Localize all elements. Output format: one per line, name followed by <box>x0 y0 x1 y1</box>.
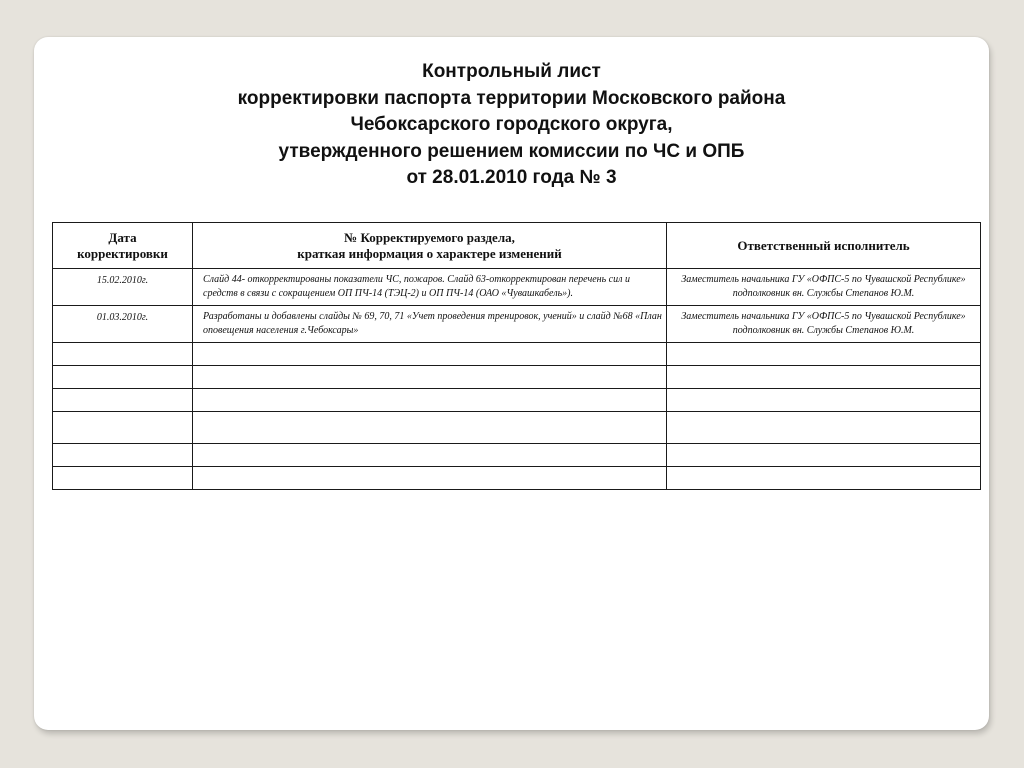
title-line-4: утвержденного решением комиссии по ЧС и ОПБ <box>278 140 745 162</box>
header-date-line-1: Дата <box>108 229 137 245</box>
empty-row <box>53 389 981 412</box>
title-line-2: корректировки паспорта территории Московского района <box>237 87 786 109</box>
row-responsible: Заместитель начальника ГУ «ОФПС-5 по Чувашской Республике» подполковник вн. Службы Степанов Ю.М. <box>667 269 981 306</box>
row-date: 01.03.2010г. <box>53 306 193 343</box>
empty-cell <box>53 444 193 467</box>
empty-cell <box>53 467 193 490</box>
empty-cell <box>667 343 981 366</box>
empty-row <box>53 343 981 366</box>
empty-cell <box>193 366 667 389</box>
row-info: Слайд 44- откорректированы показатели ЧС, пожаров. Слайд 63-откорректирован перечень сил и средств в связи с сокращением ОП ПЧ-14 (ТЭЦ-2) и ОП ПЧ-14 (ОАО «Чувашкабель»). <box>193 269 667 306</box>
document-title <box>34 59 989 192</box>
empty-cell <box>667 444 981 467</box>
empty-cell <box>667 389 981 412</box>
header-date-line-2: корректировки <box>77 245 168 261</box>
empty-cell <box>53 366 193 389</box>
row-info: Разработаны и добавлены слайды № 69, 70, 71 «Учет проведения тренировок, учений» и слайд №68 «План оповещения населения г.Чебоксары» <box>193 306 667 343</box>
correction-table <box>52 222 981 490</box>
empty-cell <box>53 389 193 412</box>
header-section-line-1: № Корректируемого раздела, <box>344 229 515 245</box>
title-line-3: Чебоксарского городского округа, <box>350 114 673 135</box>
title-line-1: Контрольный лист <box>422 61 601 82</box>
empty-row <box>53 444 981 467</box>
empty-row <box>53 467 981 490</box>
header-date <box>53 223 193 269</box>
empty-cell <box>193 389 667 412</box>
empty-cell <box>193 343 667 366</box>
row-date: 15.02.2010г. <box>53 269 193 306</box>
empty-row <box>53 412 981 444</box>
empty-row <box>53 366 981 389</box>
empty-cell <box>667 467 981 490</box>
header-section <box>193 223 667 269</box>
table-row <box>53 306 981 343</box>
empty-cell <box>193 467 667 490</box>
table-row <box>53 269 981 306</box>
empty-cell <box>193 444 667 467</box>
empty-cell <box>667 412 981 444</box>
empty-cell <box>193 412 667 444</box>
header-responsible: Ответственный исполнитель <box>667 223 981 269</box>
empty-cell <box>53 412 193 444</box>
title-line-5: от 28.01.2010 года № 3 <box>406 167 617 188</box>
empty-cell <box>667 366 981 389</box>
empty-cell <box>53 343 193 366</box>
slide <box>34 37 989 730</box>
table-header-row <box>53 223 981 269</box>
header-section-line-2: краткая информация о характере изменений <box>297 245 562 261</box>
row-responsible: Заместитель начальника ГУ «ОФПС-5 по Чувашской Республике» подполковник вн. Службы Степанов Ю.М. <box>667 306 981 343</box>
